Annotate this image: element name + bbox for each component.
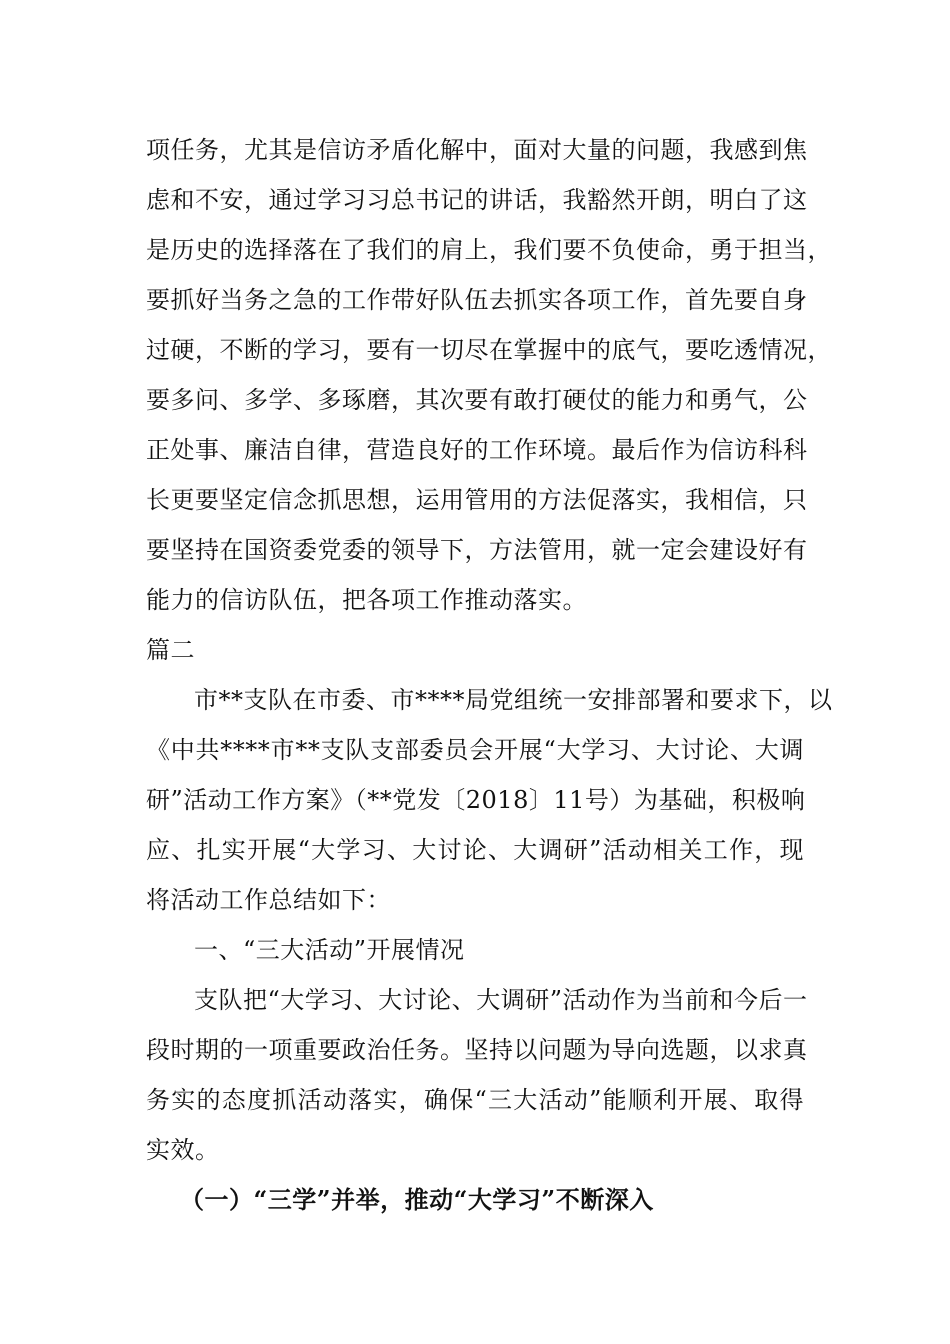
paragraph-line: 将活动工作总结如下： [146,886,391,914]
paragraph-line: 实效。 [146,1136,220,1164]
paragraph-line: 过硬，不断的学习，要有一切尽在掌握中的底气，要吃透情况， [146,336,832,364]
paragraph-line: 长更要坚定信念抓思想，运用管用的方法促落实，我相信，只 [146,486,808,514]
paragraph-line: 虑和不安，通过学习习总书记的讲话，我豁然开朗，明白了这 [146,186,808,214]
paragraph-line: 正处事、廉洁自律，营造良好的工作环境。最后作为信访科科 [146,436,808,464]
paragraph-line: 支队把“大学习、大讨论、大调研”活动作为当前和今后一 [194,986,808,1014]
paragraph-line: 应、扎实开展“大学习、大讨论、大调研”活动相关工作，现 [146,836,804,864]
paragraph-line: 务实的态度抓活动落实，确保“三大活动”能顺利开展、取得 [146,1086,804,1114]
paragraph-line: 要坚持在国资委党委的领导下，方法管用，就一定会建设好有 [146,536,808,564]
paragraph-line: 项任务，尤其是信访矛盾化解中，面对大量的问题，我感到焦 [146,136,808,164]
paragraph-line: 要抓好当务之急的工作带好队伍去抓实各项工作，首先要自身 [146,286,808,314]
section-label: 篇二 [146,636,195,664]
paragraph-line: 市**支队在市委、市****局党组统一安排部署和要求下，以 [194,686,833,714]
paragraph-line: 《中共****市**支队支部委员会开展“大学习、大讨论、大调 [146,736,804,764]
paragraph-line: 研”活动工作方案》（**党发〔2018〕11号）为基础，积极响 [146,786,806,814]
subsection-heading: （一）“三学”并举，推动“大学习”不断深入 [180,1185,654,1214]
paragraph-line: 要多问、多学、多琢磨，其次要有敢打硬仗的能力和勇气，公 [146,386,808,414]
paragraph-line: 是历史的选择落在了我们的肩上，我们要不负使命，勇于担当， [146,236,832,264]
section-heading: 一、“三大活动”开展情况 [194,936,465,964]
paragraph-line: 能力的信访队伍，把各项工作推动落实。 [146,586,587,614]
paragraph-line: 段时期的一项重要政治任务。坚持以问题为导向选题，以求真 [146,1036,808,1064]
